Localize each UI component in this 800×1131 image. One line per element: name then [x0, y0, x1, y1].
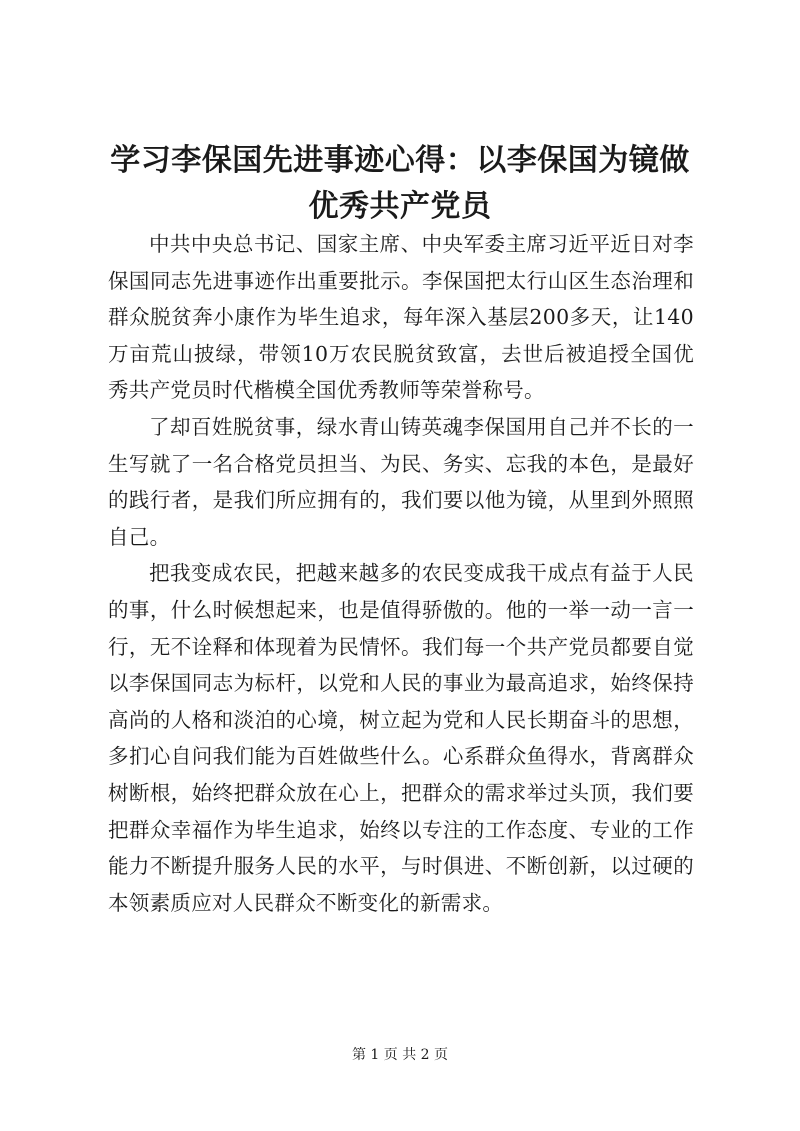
document-body: [108, 226, 694, 921]
page-number-footer: 第 1 页 共 2 页: [351, 1047, 449, 1063]
paragraph-3: 把我变成农民，把越来越多的农民变成我干成点有益于人民的事，什么时候想起来，也是值得骄傲的。他的一举一动一言一行，无不诠释和体现着为民情怀。我们每一个共产党员都要自觉以李保国同志为标杆，以党和人民的事业为最高追求，始终保持高尚的人格和淡泊的心境，树立起为党和人民长期奋斗的思想，多扪心自问我们能为百姓做些什么。心系群众鱼得水，背离群众树断根，始终把群众放在心上，把群众的需求举过头顶，我们要把群众幸福作为毕生追求，始终以专注的工作态度、专业的工作能力不断提升服务人民的水平，与时俱进、不断创新，以过硬的本领素质应对人民群众不断变化的新需求。: [108, 561, 694, 915]
paragraph-1: 中共中央总书记、国家主席、中央军委主席习近平近日对李保国同志先进事迹作出重要批示。李保国把太行山区生态治理和群众脱贫奔小康作为毕生追求，每年深入基层200多天，让140万亩荒山披绿，带领10万农民脱贫致富，去世后被追授全国优秀共产党员时代楷模全国优秀教师等荣誉称号。: [108, 232, 694, 403]
document-title: 学习李保国先进事迹心得：以李保国为镜做优秀共产党员: [110, 143, 690, 224]
paragraph-2: 了却百姓脱贫事，绿水青山铸英魂李保国用自己并不长的一生写就了一名合格党员担当、为民、务实、忘我的本色，是最好的践行者，是我们所应拥有的，我们要以他为镜，从里到外照照自己。: [108, 414, 694, 549]
